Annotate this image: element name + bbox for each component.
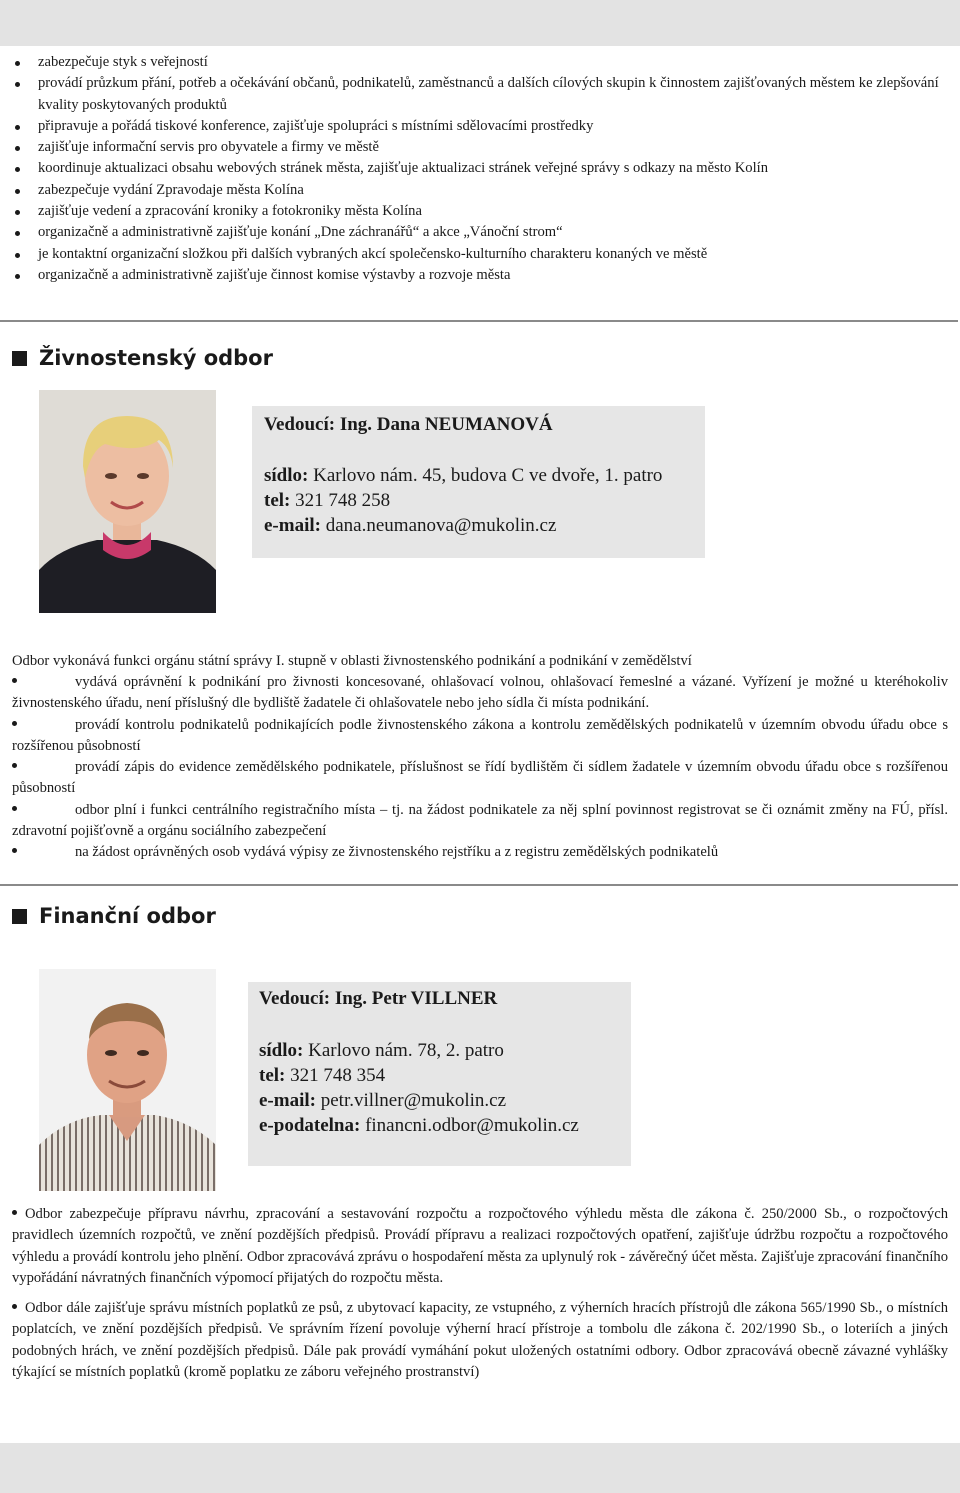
address-label: sídlo: bbox=[259, 1040, 304, 1061]
bullet-icon bbox=[12, 763, 17, 768]
address-line bbox=[264, 463, 662, 488]
list-item: odbor plní i funkci centrálního registračního místa – tj. na žádost podnikatele za něj splní povinnost registrovat se či oznámit změny na FÚ, přísl. zdravotní pojišťovně a orgánu sociálního zabezpečení bbox=[12, 801, 948, 840]
list-item: zajišťuje informační servis pro obyvatele a firmy ve městě bbox=[12, 137, 947, 158]
email-value[interactable]: petr.villner@mukolin.cz bbox=[320, 1090, 507, 1111]
phone-line bbox=[259, 1063, 385, 1088]
bullet-icon bbox=[12, 1304, 17, 1309]
contact-card-financni bbox=[248, 982, 631, 1166]
bullet-icon bbox=[12, 806, 17, 811]
address-label: sídlo: bbox=[264, 465, 309, 486]
address-line bbox=[259, 1038, 504, 1063]
portrait-photo bbox=[39, 390, 216, 613]
list-item: je kontaktní organizační složkou při dalších vybraných akcí společensko-kulturního charakteru konaných ve městě bbox=[12, 244, 947, 265]
list-item: provádí kontrolu podnikatelů podnikajících podle živnostenského zákona a kontrolu zemědělských podnikatelů v územním obvodu úřadu obce s rozšířenou působností bbox=[12, 716, 948, 754]
list-item: koordinuje aktualizaci obsahu webových stránek města, zajišťuje aktualizaci stránek veřejné správy s odkazy na město Kolín bbox=[12, 158, 947, 179]
section-title: Finanční odbor bbox=[39, 904, 216, 928]
phone-value: 321 748 258 bbox=[295, 490, 391, 511]
bullet-icon bbox=[12, 678, 17, 683]
phone-value: 321 748 354 bbox=[290, 1065, 386, 1086]
top-band bbox=[0, 0, 960, 46]
address-value: Karlovo nám. 45, budova C ve dvoře, 1. patro bbox=[313, 465, 663, 486]
list-item: zajišťuje vedení a zpracování kroniky a fotokroniky města Kolína bbox=[12, 201, 947, 222]
bullet-icon bbox=[12, 721, 17, 726]
phone-label: tel: bbox=[264, 490, 291, 511]
email-label: e-mail: bbox=[264, 515, 321, 536]
phone-label: tel: bbox=[259, 1065, 286, 1086]
bullet-icon bbox=[12, 848, 17, 853]
list-item: připravuje a pořádá tiskové konference, zajišťuje spolupráci s místními sdělovacími prostředky bbox=[12, 116, 947, 137]
list-item: provádí průzkum přání, potřeb a očekávání občanů, podnikatelů, zaměstnanců a dalších cílových skupin k činnostem zajišťovaných městem ke zlepšování kvality poskytovaných produktů bbox=[12, 73, 947, 116]
list-item: vydává oprávnění k podnikání pro živnosti koncesované, ohlašovací volnou, ohlašovací řemeslné a vázané. Vyřízení je možné u kteréhokoliv živnostenského úřadu, není příslušný dle bydliště žadatele či ohlašovatele nebo jeho sídla či místa podnikání. bbox=[12, 674, 948, 712]
podatelna-line bbox=[259, 1113, 579, 1138]
bullet-icon bbox=[12, 1210, 17, 1215]
podatelna-value[interactable]: financni.odbor@mukolin.cz bbox=[365, 1115, 579, 1136]
email-line bbox=[264, 513, 556, 538]
zivnostensky-intro: Odbor vykonává funkci orgánu státní správy I. stupně v oblasti živnostenského podnikání a podnikání v zemědělství bbox=[12, 653, 692, 669]
list-item: zabezpečuje styk s veřejností bbox=[12, 52, 947, 73]
email-label: e-mail: bbox=[259, 1090, 316, 1111]
list-item: zabezpečuje vydání Zpravodaje města Kolína bbox=[12, 180, 947, 201]
contact-card-zivnostensky bbox=[252, 406, 705, 558]
email-value[interactable]: dana.neumanova@mukolin.cz bbox=[325, 515, 557, 536]
bottom-band bbox=[0, 1443, 960, 1493]
top-bullet-list bbox=[12, 52, 947, 286]
email-line bbox=[259, 1088, 506, 1113]
section-header-zivnostensky bbox=[12, 343, 273, 373]
man-portrait-icon bbox=[39, 969, 216, 1191]
list-item: organizačně a administrativně zajišťuje činnost komise výstavby a rozvoje města bbox=[12, 265, 947, 286]
list-item: provádí zápis do evidence zemědělského podnikatele, příslušnost se řídí bydlištěm či sídlem žadatele v územním obvodu úřadu obce s rozšířenou působností bbox=[12, 759, 948, 797]
section-square-icon bbox=[12, 909, 27, 924]
head-line bbox=[264, 412, 553, 437]
address-value: Karlovo nám. 78, 2. patro bbox=[308, 1040, 504, 1061]
section-square-icon bbox=[12, 351, 27, 366]
head-line bbox=[259, 986, 497, 1011]
podatelna-label: e-podatelna: bbox=[259, 1115, 361, 1136]
list-item: organizačně a administrativně zajišťuje konání „Dne záchranářů“ a akce „Vánoční strom“ bbox=[12, 222, 947, 243]
head-label: Vedoucí: bbox=[264, 414, 336, 435]
head-name: Ing. Dana NEUMANOVÁ bbox=[339, 414, 553, 435]
woman-portrait-icon bbox=[39, 390, 216, 613]
section-title: Živnostenský odbor bbox=[39, 346, 273, 370]
head-label: Vedoucí: bbox=[259, 988, 331, 1009]
section-divider bbox=[0, 884, 958, 886]
section-divider bbox=[0, 320, 958, 322]
section-header-financni bbox=[12, 901, 216, 931]
list-item: Odbor zabezpečuje přípravu návrhu, zpracování a sestavování rozpočtu a rozpočtového výhledu města dle zákona č. 250/2000 Sb., o rozpočtových pravidlech územních rozpočtů, ve znění pozdějších předpisů. Provádí přípravu a realizaci rozpočtových opatření, zajišťuje údržbu rozpočtu a rozpočtového výhledu a provádí kontrolu jeho plnění. Odbor zpracovává zprávu o hospodaření města za uplynulý rok - závěrečný účet města. Zajišťuje zpracování finančního vypořádání návratných finančních výpomocí přijatých do rozpočtu města. bbox=[12, 1206, 948, 1286]
financni-paragraph-list bbox=[12, 1204, 948, 1392]
portrait-photo bbox=[39, 969, 216, 1191]
zivnostensky-bullet-list bbox=[12, 672, 948, 864]
list-item: Odbor dále zajišťuje správu místních poplatků ze psů, z ubytovací kapacity, ze vstupného, z výherních hracích přístrojů dle zákona 565/1990 Sb., o místních poplatcích, ve znění pozdějších předpisů. Ve správním řízení povoluje výherní hrací přístroje a tombolu dle zákona č. 202/1990 Sb., o loteriích a jiných podobných hrách, ve znění pozdějších předpisů. Dále pak provádí vymáhání pokut uložených ostatními odbory. Odbor zpracovává obecně závazné vyhlášky týkající se místních poplatků (kromě poplatku ze záboru veřejného prostranství) bbox=[12, 1300, 948, 1381]
phone-line bbox=[264, 488, 390, 513]
list-item: na žádost oprávněných osob vydává výpisy ze živnostenského rejstříku a z registru zemědělských podnikatelů bbox=[12, 842, 948, 863]
head-name: Ing. Petr VILLNER bbox=[334, 988, 498, 1009]
